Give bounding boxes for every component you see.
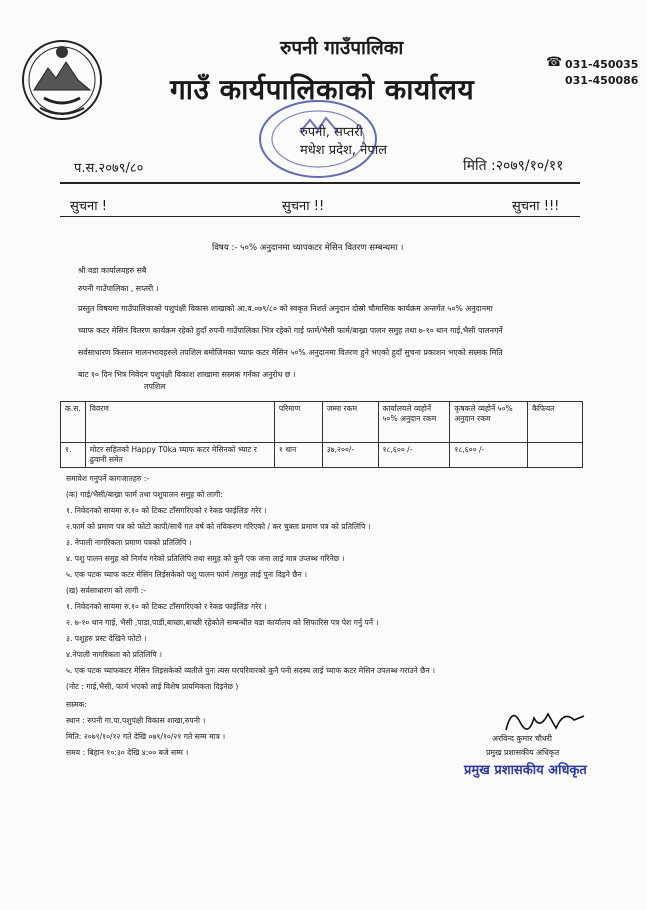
telephone-icon: ☎	[546, 55, 563, 70]
list-item: ४.नेपाली नागरिकता को प्रतिलिपि ।	[66, 650, 162, 659]
table-header-cell: क.स.	[61, 402, 86, 443]
phone-number: 031-450086	[565, 74, 639, 87]
addressee: श्री वडा कार्यालयहरु सबै	[78, 266, 147, 275]
notice-divider	[60, 216, 580, 217]
table-cell	[528, 443, 583, 468]
table-cell: १८,६०० /-	[378, 443, 450, 468]
nepal-emblem-icon	[20, 38, 104, 122]
list-item: ५. एक पटक च्याफ कटर मेसिन लिईसकेको पशु पालन फार्म /समुह लाई पुनः दिइने छैन ।	[66, 570, 308, 579]
reference-number: प.स.२०७९/८०	[74, 161, 144, 176]
table-header-cell: विवरण	[85, 402, 274, 443]
contact-place: स्थान : रुपनी गा.पा.पशुपंक्षी विकास शाखा,रुपनी ।	[66, 716, 206, 725]
tapsil-heading: तपशिल	[144, 382, 166, 391]
list-item: ४. पशु पालन समुह को निर्णय गरेको प्रतिलिपि तथा समुह को कुनै एक जना लाई मात्र उप्लब्ध गरिनेछ ।	[66, 554, 345, 563]
subject-line: विषय :- ५०% अनुदानमा च्यापकटर मेसिन वितरण सम्बन्धमा ।	[212, 243, 404, 253]
body-paragraph: प्रस्तुत विषयमा गाउँपालिकाको पशुपंक्षी विकास शाखाको आ.व.०७९/८० को स्वकृत निशर्त अनुदान दोस्रो चौमासिक कार्यक्रम अन्तर्गत ५०% अनुदानमा च्याफ कटर मेसिन वितरण कार्यक्रम रहेको हुदाँ रुपनी गाउँपालिका भित्र रहेको गाई फार्म/भैसी फार्म/बाख्रा पालन समुह तथा ७-१० थान गाई,भैसी पालनगर्ने सर्वसाधारण किसान मालनभावहरुले तपशिल बमोजिमका च्याफ कटर मेसिन ५०% अनुदानमा वितरण हुने भएको हुदाँ सुचना प्रकाशन भएको सम्र्मक मिति बाट १० दिन भित्र निवेदन पशुपंक्षी विकाश शाखामा सम्र्मक गर्नका अनुरोध छ ।	[78, 304, 503, 379]
table-header-cell: कृषकले व्यहोर्ने ५०% अनुदान रकम	[450, 402, 528, 443]
group-b-note: (नोट : गाई,भैसी, फार्म भएको लाई विशेष प्रायमिकता दिइनेछ )	[66, 682, 239, 691]
table-header-cell: परिमाण	[274, 402, 322, 443]
group-a-title: (क) गाई/भैसी/बाख्रा फार्म तथा पशुपालन समुह को लागी:	[66, 490, 223, 499]
table-cell: मोटर सहितको Happy T0ka च्याफ कटर मेसिनको भ्याट र ढुवानी समेत	[85, 443, 274, 468]
list-item: १. निवेदनको सायमा रु.१० को टिकट टाँसगरिएको र रेकड फाईलिङ गरेर ।	[66, 506, 267, 515]
list-item: १. निवेदनको सायमा रु.१० को टिकट टाँसगरिएको र रेकड फाईलिङ गरेर ।	[66, 602, 267, 611]
notice-label: सुचना !!	[282, 199, 325, 214]
contact-title: सम्र्मक:	[66, 700, 87, 709]
contact-time: समय : बिहान १०:३० देखि ४:०० बजे सम्म ।	[66, 748, 189, 757]
signatory-stamp: प्रमुख प्रशासकीय अधिकृत	[464, 763, 587, 778]
table-header-cell: कैफियत	[528, 402, 583, 443]
contact-period: मिति: २०७९/१०/१२ गते देखि ०७९/१०/२१ गते सम्म मात्र ।	[66, 732, 226, 741]
list-item: २.फार्म को प्रमाण पत्र को फोटो कापी/साथै गत वर्ष को नविकरण गरिएको / कर चुक्ता प्रमाण पत्र को प्रतिलिपि ।	[66, 522, 371, 531]
table-cell: १८,६०० /-	[450, 443, 528, 468]
municipality-name: रुपनी गाउँपालिका	[280, 37, 404, 59]
list-item: २. ७-१० थान गाई, भैसी ,पाडा,पाडी,बाच्छा,बाच्छी रहेकोले सम्बन्धीत वडा कार्यालय को सिफारिस पत्र पेश गर्नु पर्ने ।	[66, 618, 379, 627]
table-cell: १ थान	[274, 443, 322, 468]
address-line-1: रुपनी, सप्तरी	[300, 125, 363, 140]
letter-date: मिति :२०७९/१०/११	[463, 158, 564, 174]
table-header-cell: कार्यालयले व्यहोर्ने ५०% अनुदान रकम	[378, 402, 450, 443]
addressee: रुपनी गाउँपालिका , सप्तरी ।	[78, 284, 159, 293]
table-header-cell: जम्मा रकम	[322, 402, 378, 443]
table-cell: ३७,२००/-	[322, 443, 378, 468]
signatory-name: अरविन्द कुमार चौधरी	[492, 734, 552, 743]
list-item: ३. नेपाली नागरिकता प्रमाण पत्रको प्रतिलिपि ।	[66, 538, 192, 547]
notice-label: सुचना !!!	[512, 199, 560, 214]
group-b-title: (ख) सर्वसाधारण को लागी :-	[66, 586, 146, 595]
table-header-row	[61, 402, 583, 443]
header-divider	[60, 182, 580, 184]
table-cell: १.	[61, 443, 86, 468]
table-row	[61, 443, 583, 468]
address-line-2: मधेश प्रदेश, नेपाल	[300, 143, 387, 158]
office-name: गाउँ कार्यपालिकाको कार्यालय	[170, 73, 475, 106]
office-stamp	[256, 96, 380, 182]
notice-label: सुचना !	[70, 199, 107, 214]
documents-intro: समावेश गनुपर्ने कागजातहरु :-	[66, 474, 150, 483]
items-table	[60, 401, 583, 468]
phone-number: 031-450035	[565, 58, 639, 71]
list-item: ५. एक पटक च्याफकटर मेसिन लिइसकेको व्यतीले पुनः त्यस घरपरिवारको कुनै पनी सदस्य लाई च्याफ कटर मेसिन उपलब्ध गराउने छैन ।	[66, 666, 435, 675]
list-item: ३. पशुहरु प्रस्ट देखिने फोटो ।	[66, 634, 147, 643]
signatory-title: प्रमुख प्रशासकीय अधिकृत	[486, 748, 560, 757]
